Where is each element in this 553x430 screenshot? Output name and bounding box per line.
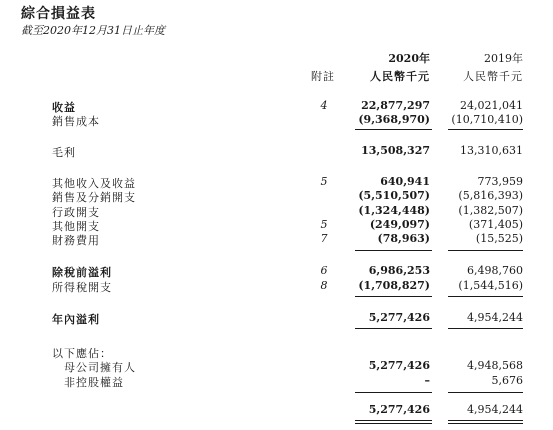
page-subtitle: 截至2020年12月31日止年度 (21, 24, 165, 37)
row-label: 其他收入及收益 (52, 177, 136, 190)
row-value-2020: (78,963) (377, 232, 430, 245)
row-value-2019: (15,525) (475, 232, 523, 245)
row-value-2020: 640,941 (380, 175, 430, 188)
row-value-2020: 13,508,327 (361, 144, 430, 157)
row-value-2019: (1,544,516) (458, 279, 523, 292)
row-note: 8 (320, 279, 328, 292)
header-unit-current: 人民幣千元 (370, 70, 430, 83)
row-value-2020: – (424, 374, 430, 387)
row-value-2020: 6,986,253 (368, 264, 430, 277)
row-value-2019: 773,959 (477, 175, 523, 188)
row-label: 以下應佔： (52, 347, 112, 360)
page-title: 綜合損益表 (21, 6, 96, 22)
row-value-2020: 5,277,426 (368, 359, 430, 372)
rule-2020 (355, 328, 432, 329)
row-value-2020: 5,277,426 (368, 403, 430, 416)
row-label: 銷售成本 (52, 115, 100, 128)
row-label: 非控股權益 (64, 376, 124, 389)
row-label: 收益 (52, 101, 76, 114)
row-value-2019: 6,498,760 (467, 264, 523, 277)
row-value-2019: 5,676 (491, 374, 523, 387)
rule-2019 (448, 250, 523, 251)
row-value-2019: (371,405) (468, 218, 523, 231)
row-label: 其他開支 (52, 220, 100, 233)
row-value-2019: 24,021,041 (460, 99, 523, 112)
row-label: 毛利 (52, 146, 76, 159)
row-note: 4 (320, 99, 328, 112)
row-value-2019: (1,382,507) (458, 204, 523, 217)
row-value-2019: (10,710,410) (451, 113, 523, 126)
row-label: 所得稅開支 (52, 281, 112, 294)
header-year-prior: 2019年 (484, 52, 523, 65)
rule-2019 (448, 328, 523, 329)
rule-2020 (355, 296, 432, 297)
row-value-2019: (5,816,393) (458, 189, 523, 202)
rule-2020 (355, 392, 432, 393)
row-value-2020: (249,097) (369, 218, 430, 231)
row-value-2020: (9,368,970) (358, 113, 430, 126)
row-note: 5 (320, 175, 328, 188)
row-label: 行政開支 (52, 206, 100, 219)
header-unit-prior: 人民幣千元 (463, 70, 523, 83)
rule-2020 (355, 250, 432, 251)
row-label: 財務費用 (52, 234, 100, 247)
row-label: 除稅前溢利 (52, 266, 112, 279)
double-rule-2020 (355, 420, 432, 421)
row-value-2020: (1,324,448) (358, 204, 430, 217)
row-value-2020: (1,708,827) (358, 279, 430, 292)
rule-2019 (448, 129, 523, 130)
row-value-2019: 4,954,244 (467, 311, 523, 324)
row-note: 5 (320, 218, 328, 231)
row-label: 銷售及分銷開支 (52, 191, 136, 204)
double-rule-2019 (448, 423, 523, 424)
double-rule-2020 (355, 423, 432, 424)
row-value-2019: 4,948,568 (467, 359, 523, 372)
double-rule-2019 (448, 420, 523, 421)
row-label: 年內溢利 (52, 313, 100, 326)
rule-2019 (448, 296, 523, 297)
header-year-current: 2020年 (388, 52, 430, 65)
row-value-2020: 5,277,426 (368, 311, 430, 324)
row-value-2019: 13,310,631 (460, 144, 523, 157)
header-note-label: 附註 (311, 70, 335, 83)
row-value-2020: (5,510,507) (358, 189, 430, 202)
rule-2020 (355, 129, 432, 130)
rule-2019 (448, 392, 523, 393)
row-note: 6 (320, 264, 328, 277)
row-value-2019: 4,954,244 (467, 403, 523, 416)
row-note: 7 (320, 232, 328, 245)
row-label: 母公司擁有人 (64, 361, 136, 374)
row-value-2020: 22,877,297 (361, 99, 430, 112)
